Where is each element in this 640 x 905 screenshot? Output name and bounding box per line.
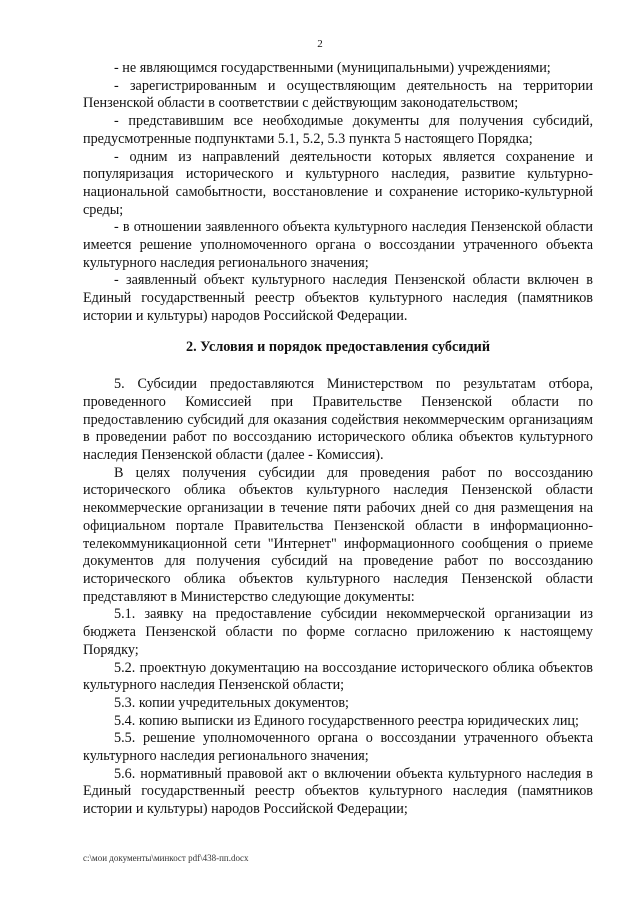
document-body: [83, 60, 593, 819]
document-list-item: 5.6. нормативный правовой акт о включении объекта культурного наследия в Единый государственный реестр объектов культурного наследия (памятников истории и культуры) народов Российской Федерации;: [83, 765, 593, 818]
bullet-item: - заявленный объект культурного наследия Пензенской области включен в Единый государственный реестр объектов культурного наследия (памятников истории и культуры) народов Российской Федерации.: [83, 272, 593, 324]
paragraph: 5. Субсидии предоставляются Министерством по результатам отбора, проведенного Комиссией при Правительстве Пензенской области по предоставлению субсидий для оказания содействия некоммерческим организациям в проведении работ по воссозданию исторического облика объектов культурного наследия Пензенской области (далее - Комиссия).: [83, 376, 593, 464]
document-list-item: 5.1. заявку на предоставление субсидии некоммерческой организации из бюджета Пензенской области по форме согласно приложению к настоящему Порядку;: [83, 606, 593, 658]
document-list-item: 5.5. решение уполномоченного органа о воссоздании утраченного объекта культурного наследия регионального значения;: [83, 730, 593, 765]
bullet-item: - одним из направлений деятельности которых является сохранение и популяризация исторического и культурного наследия, развитие культурно-национальной самобытности, восстановление и сохранение историко-культурной среды;: [83, 148, 593, 218]
document-list-item: 5.3. копии учредительных документов;: [114, 694, 349, 711]
page-number: 2: [317, 38, 323, 50]
footer-file-path: c:\мои документы\минкост pdf\438-пп.docx: [83, 853, 249, 863]
document-list-item: 5.2. проектную документацию на воссоздание исторического облика объектов культурного наследия Пензенской области;: [83, 659, 593, 694]
paragraph: В целях получения субсидии для проведения работ по воссозданию исторического облика объектов культурного наследия Пензенской области некоммерческие организации в течение пяти рабочих дней со дня размещения на официальном портале Правительства Пензенской области в информационно-телекоммуникационной сети "Интернет" информационного сообщения о приеме документов для получения субсидий на проведение работ по воссозданию исторического облика объектов культурного наследия Пензенской области представляют в Министерство следующие документы:: [83, 464, 593, 605]
bullet-item: - в отношении заявленного объекта культурного наследия Пензенской области имеется решение уполномоченного органа о воссоздании утраченного объекта культурного наследия регионального значения;: [83, 219, 593, 271]
section-heading: 2. Условия и порядок предоставления субсидий: [185, 338, 491, 355]
bullet-item: - зарегистрированным и осуществляющим деятельность на территории Пензенской области в соответствии с действующим законодательством;: [83, 77, 593, 112]
document-list-item: 5.4. копию выписки из Единого государственного реестра юридических лиц;: [114, 712, 579, 729]
bullet-item: - представившим все необходимые документы для получения субсидий, предусмотренные подпунктами 5.1, 5.2, 5.3 пункта 5 настоящего Порядка;: [83, 113, 593, 147]
bullet-item: - не являющимся государственными (муниципальными) учреждениями;: [114, 60, 551, 76]
